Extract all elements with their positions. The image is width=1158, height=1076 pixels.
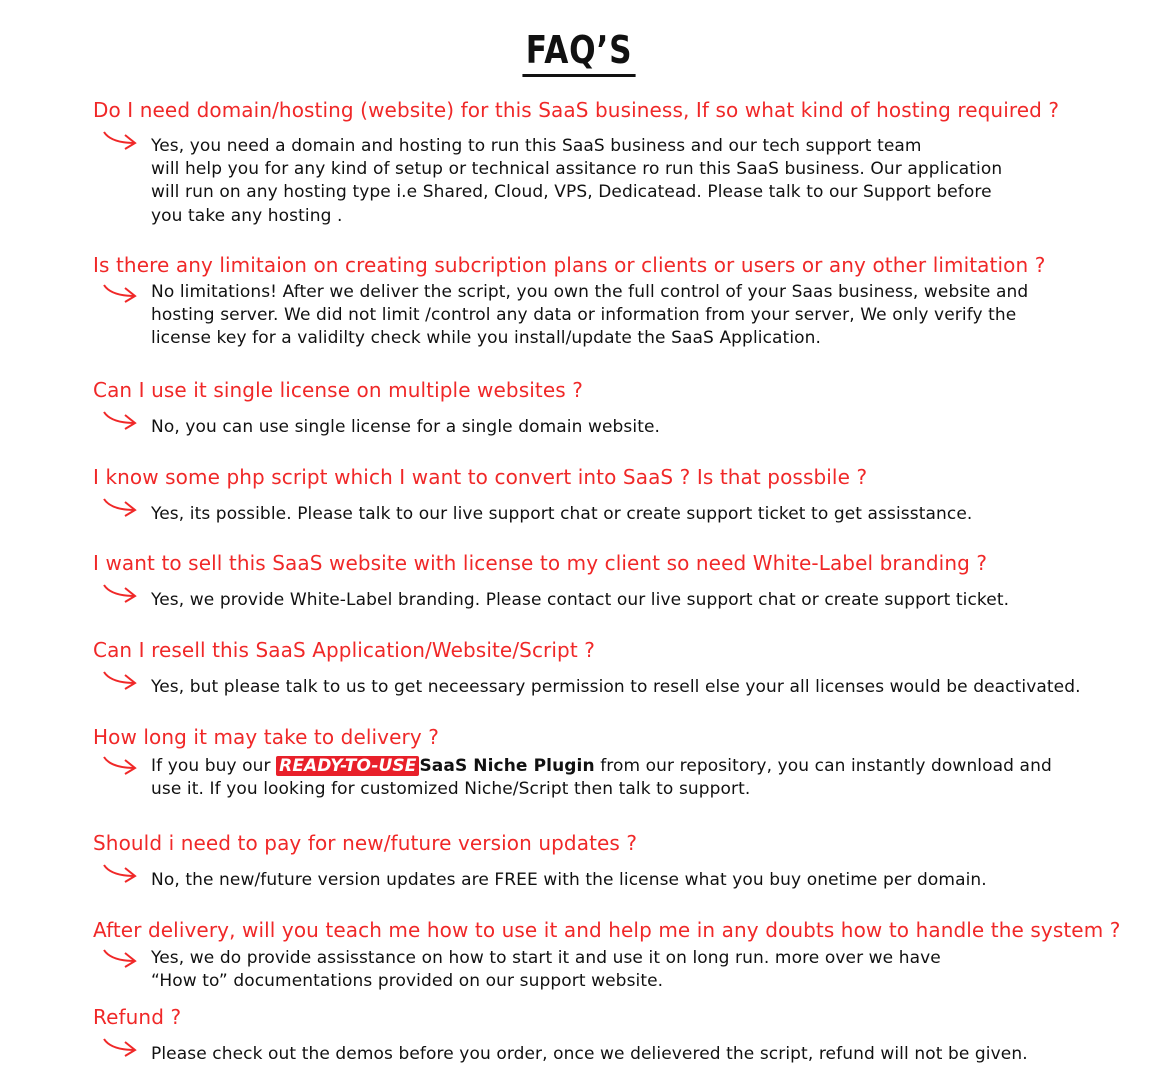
- faq-item: [93, 725, 1133, 800]
- answer-line: hosting server. We did not limit /control any data or information from your server, We only verify the: [151, 305, 1017, 326]
- faq-question: After delivery, will you teach me how to use it and help me in any doubts how to handle the system ?: [93, 918, 1121, 942]
- curved-arrow-icon: [101, 408, 139, 434]
- curved-arrow-icon: [101, 128, 139, 154]
- answer-text: If you buy our: [151, 756, 277, 776]
- faq-question: I know some php script which I want to convert into SaaS ? Is that possbile ?: [93, 465, 868, 489]
- answer-line: Yes, its possible. Please talk to our live support chat or create support ticket to get assisstance.: [151, 504, 973, 524]
- page-title: FAQ’S: [522, 28, 635, 77]
- faq-question: How long it may take to delivery ?: [93, 725, 439, 749]
- ready-to-use-badge: READY-TO-USE: [276, 756, 419, 776]
- answer-line: you take any hosting .: [151, 205, 343, 226]
- curved-arrow-icon: [101, 581, 139, 607]
- faq-answer: [151, 755, 1111, 801]
- answer-line: use it. If you looking for customized Niche/Script then talk to support.: [151, 779, 751, 800]
- answer-line: license key for a validilty check while you install/update the SaaS Application.: [151, 328, 822, 349]
- faq-answer: [151, 503, 1111, 526]
- faq-item: [93, 98, 1133, 226]
- answer-line: Yes, we do provide assisstance on how to start it and use it on long run. more over we have: [151, 948, 941, 968]
- faq-answer: [151, 135, 1111, 228]
- faq-answer: [151, 281, 1111, 351]
- curved-arrow-icon: [101, 668, 139, 694]
- answer-line: No limitations! After we deliver the script, you own the full control of your Saas business, website and: [151, 282, 1029, 302]
- curved-arrow-icon: [101, 946, 139, 972]
- answer-line: Please check out the demos before you order, once we delievered the script, refund will not be given.: [151, 1044, 1028, 1064]
- faq-answer: [151, 869, 1111, 892]
- faq-question: Do I need domain/hosting (website) for this SaaS business, If so what kind of hosting required ?: [93, 98, 1060, 122]
- faq-item: [93, 253, 1133, 349]
- faq-question: Can I resell this SaaS Application/Website/Script ?: [93, 638, 595, 662]
- answer-line: Yes, but please talk to us to get neceessary permission to resell else your all licenses would be deactivated.: [151, 677, 1081, 697]
- faq-answer: [151, 589, 1111, 612]
- curved-arrow-icon: [101, 753, 139, 779]
- faq-item: [93, 638, 1133, 697]
- faq-title-wrap: [0, 28, 1158, 77]
- answer-line: No, you can use single license for a single domain website.: [151, 417, 661, 437]
- answer-line: will run on any hosting type i.e Shared, Cloud, VPS, Dedicatead. Please talk to our Support before: [151, 182, 992, 203]
- product-name: SaaS Niche Plugin: [419, 756, 595, 776]
- curved-arrow-icon: [101, 861, 139, 887]
- faq-question: Should i need to pay for new/future version updates ?: [93, 831, 638, 855]
- answer-line: will help you for any kind of setup or technical assitance ro run this SaaS business. Our application: [151, 159, 1003, 180]
- curved-arrow-icon: [101, 1035, 139, 1061]
- faq-answer: [151, 1043, 1111, 1066]
- answer-line: Yes, you need a domain and hosting to run this SaaS business and our tech support team: [151, 136, 922, 156]
- faq-question: I want to sell this SaaS website with license to my client so need White-Label branding ?: [93, 551, 988, 575]
- faq-item: [93, 831, 1133, 890]
- answer-text: from our repository, you can instantly download and: [594, 756, 1052, 776]
- faq-answer: [151, 947, 1111, 993]
- answer-line: [151, 755, 1111, 778]
- faq-answer: [151, 416, 1111, 439]
- faq-item: [93, 465, 1133, 524]
- faq-item: [93, 1005, 1133, 1064]
- faq-question: Refund ?: [93, 1005, 182, 1029]
- faq-item: [93, 918, 1133, 992]
- curved-arrow-icon: [101, 281, 139, 307]
- faq-item: [93, 551, 1133, 610]
- faq-answer: [151, 676, 1111, 699]
- answer-line: “How to” documentations provided on our support website.: [151, 971, 664, 992]
- faq-item: [93, 378, 1133, 437]
- curved-arrow-icon: [101, 495, 139, 521]
- faq-question: Can I use it single license on multiple websites ?: [93, 378, 583, 402]
- answer-line: Yes, we provide White-Label branding. Please contact our live support chat or create support ticket.: [151, 590, 1010, 610]
- faq-question: Is there any limitaion on creating subcription plans or clients or users or any other limitation ?: [93, 253, 1046, 277]
- answer-line: No, the new/future version updates are FREE with the license what you buy onetime per domain.: [151, 870, 987, 890]
